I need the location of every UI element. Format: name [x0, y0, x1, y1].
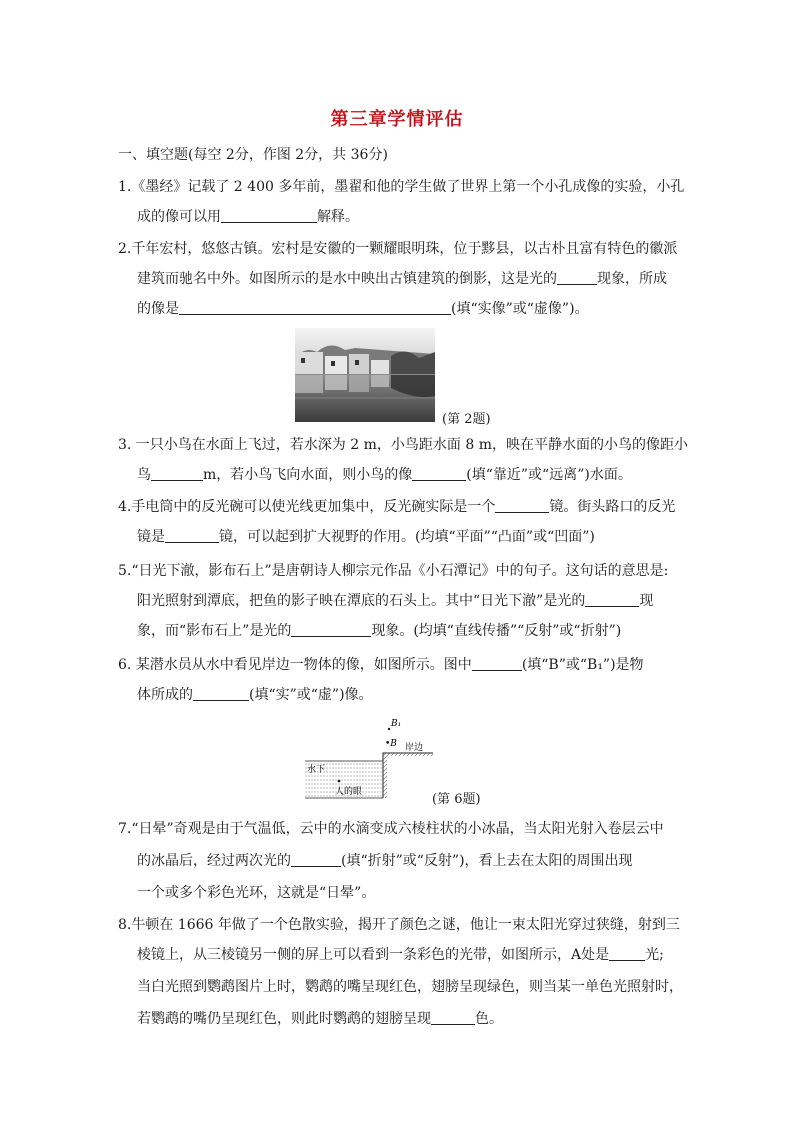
q4-blank-1[interactable]: [495, 498, 549, 513]
q4-text-b: 镜。街头路口的反光: [549, 499, 676, 515]
q8-line4: [137, 1010, 503, 1028]
q2-blank-1[interactable]: [557, 270, 597, 285]
q3-blank-1[interactable]: [151, 466, 203, 481]
q6-line2: [137, 686, 373, 704]
village-reflection-photo: [295, 328, 435, 422]
q2-line3: [137, 300, 589, 318]
q6-line1: [118, 656, 644, 674]
q3-line1: 3. 一只小鸟在水面上飞过，若水深为 2 m，小鸟距水面 8 m，映在平静水面的小鸟的像距小: [118, 437, 688, 453]
q6-caption: (第 6题): [432, 792, 481, 807]
q8-text-c: 若鹦鹉的嘴仍呈现红色，则此时鹦鹉的翅膀呈现: [137, 1011, 431, 1027]
q3-text-b: m，若小鸟飞向水面，则小鸟的像: [203, 467, 413, 483]
q3-blank-2[interactable]: [412, 466, 466, 481]
q4-line1: [118, 498, 675, 516]
q4-text-c: 镜是: [137, 529, 165, 545]
q5-line3: [137, 622, 621, 640]
q5-text-a: 阳光照射到潭底，把鱼的影子映在潭底的石头上。其中“日光下澈”是光的: [137, 593, 586, 609]
q7-line2: [137, 852, 633, 870]
q3-line2: [137, 466, 632, 484]
q7-line3: 一个或多个彩色光环，这就是“日晕”。: [137, 885, 376, 901]
q6-text-b: (填“B”或“B₁”)是物: [521, 657, 644, 673]
label-underwater: 水下: [307, 765, 326, 775]
q8-text-a: 棱镜上，从三棱镜另一侧的屏上可以看到一条彩色的光带，如图所示，A处是: [137, 947, 610, 963]
q5-blank-1[interactable]: [585, 592, 639, 607]
q1-line2: [137, 208, 359, 226]
q8-text-d: 色。: [475, 1011, 503, 1027]
q8-blank-1[interactable]: [609, 946, 645, 961]
label-shore: 岸边: [405, 743, 424, 753]
diver-diagram: [305, 714, 435, 802]
q2-blank-2[interactable]: [179, 300, 451, 315]
q4-text-a: 4.手电筒中的反光碗可以使光线更加集中，反光碗实际是一个: [118, 499, 496, 515]
label-b1: B₁: [391, 719, 402, 729]
q2-text-c: 的像是: [137, 301, 179, 317]
q5-text-d: 现象。(均填“直线传播”“反射”或“折射”): [371, 623, 622, 639]
label-b: •B: [385, 739, 397, 749]
q2-line1: 2.千年宏村，悠悠古镇。宏村是安徽的一颗耀眼明珠，位于黟县，以古朴且富有特色的徽派: [118, 241, 678, 257]
q6-blank-1[interactable]: [472, 656, 522, 671]
q8-line1: 8.牛顿在 1666 年做了一个色散实验，揭开了颜色之谜，他让一束太阳光穿过狭缝，射到三: [118, 917, 680, 933]
q2-text-d: (填“实像”或“虚像”)。: [451, 301, 589, 317]
q6-blank-2[interactable]: [193, 686, 249, 701]
q1-line1: 1.《墨经》记载了 2 400 多年前，墨翟和他的学生做了世界上第一个小孔成像的实验，小孔: [118, 179, 685, 195]
q7-text-a: 的冰晶后，经过两次光的: [137, 853, 291, 869]
q8-line2: [137, 946, 664, 964]
q1-text-a: 成的像可以用: [137, 209, 221, 225]
q5-line2: [137, 592, 653, 610]
section-heading: 一、填空题(每空 2分，作图 2分，共 36分): [118, 147, 388, 163]
q5-line1: 5.“日光下澈，影布石上”是唐朝诗人柳宗元作品《小石潭记》中的句子。这句话的意思是:: [118, 563, 669, 579]
q8-line3: 当白光照到鹦鹉图片上时，鹦鹉的嘴呈现红色，翅膀呈现绿色，则当某一单色光照射时，: [137, 979, 683, 995]
q7-text-b: (填“折射”或“反射”)，看上去在太阳的周围出现: [341, 853, 633, 869]
q4-text-d: 镜，可以起到扩大视野的作用。(均填“平面”“凸面”或“凹面”): [219, 529, 595, 545]
q7-blank[interactable]: [291, 852, 341, 867]
q1-blank[interactable]: [221, 208, 317, 223]
q7-line1: 7.“日晕”奇观是由于气温低，云中的水滴变成六棱柱状的小冰晶，当太阳光射入卷层云中: [118, 821, 664, 837]
q5-blank-2[interactable]: [291, 622, 371, 637]
q3-text-c: (填“靠近”或“远离”)水面。: [466, 467, 632, 483]
q4-line2: [137, 528, 595, 546]
q6-text-a: 6. 某潜水员从水中看见岸边一物体的像，如图所示。图中: [118, 657, 472, 673]
q8-blank-2[interactable]: [431, 1010, 475, 1025]
q4-blank-2[interactable]: [165, 528, 219, 543]
page-title: 第三章学情评估: [330, 109, 464, 130]
q2-text-b: 现象，所成: [597, 271, 667, 287]
q2-line2: [137, 270, 667, 288]
q2-text-a: 建筑而驰名中外。如图所示的是水中映出古镇建筑的倒影，这是光的: [137, 271, 557, 287]
q1-text-b: 解释。: [317, 209, 359, 225]
q8-text-b: 光;: [645, 947, 664, 963]
label-eye: 人的眼: [335, 787, 363, 797]
q2-caption: (第 2题): [442, 412, 491, 427]
q5-text-c: 象，而“影布石上”是光的: [137, 623, 292, 639]
q5-text-b: 现: [639, 593, 654, 609]
q6-text-d: (填“实”或“虚”)像。: [249, 687, 373, 703]
q6-text-c: 体所成的: [137, 687, 193, 703]
q3-text-a: 鸟: [137, 467, 151, 483]
